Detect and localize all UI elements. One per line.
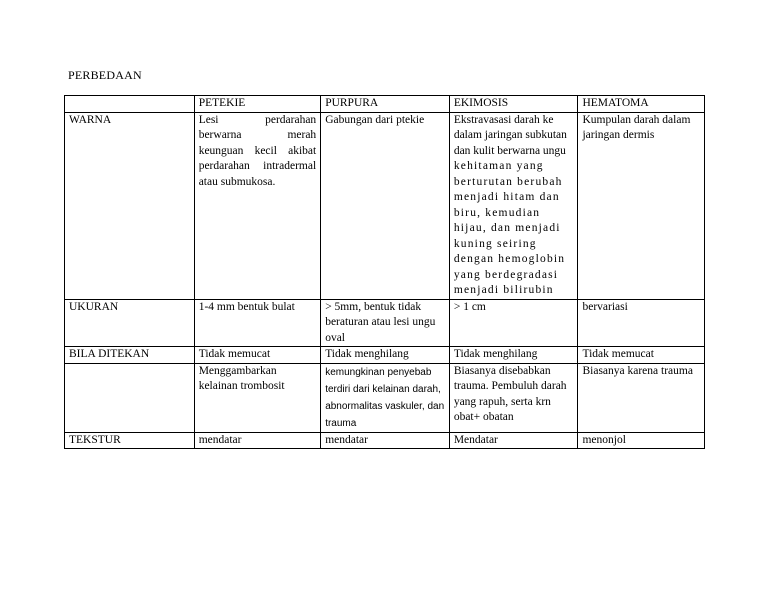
cell-ditekan-purpura: Tidak menghilang <box>321 347 450 364</box>
cell-ditekan-ekimosis: Tidak menghilang <box>449 347 578 364</box>
cell-warna-petekie: Lesi perdarahan berwarna merah keunguan kecil akibat perdarahan intradermal atau submukosa. <box>194 112 320 299</box>
cell-warna-ekimosis-part2: kehitaman yang berturutan berubah menjadi hitam dan biru, kemudian hijau, dan menjadi kuning seiring dengan hemoglobin yang berdegradasi menjadi bilirubin <box>453 160 566 296</box>
cell-warna-purpura: Gabungan dari ptekie <box>321 112 450 299</box>
table-row-ukuran <box>65 299 705 347</box>
row-label-empty <box>65 363 195 432</box>
comparison-table <box>64 95 705 449</box>
row-label-bila-ditekan: BILA DITEKAN <box>65 347 195 364</box>
document-title: PERBEDAAN <box>68 68 142 82</box>
cell-ditekan-hematoma: Tidak memucat <box>578 347 705 364</box>
cell-ukuran-purpura: > 5mm, bentuk tidak beraturan atau lesi ungu oval <box>321 299 450 347</box>
header-cell-hematoma: HEMATOMA <box>578 96 705 113</box>
cell-ditekan-petekie: Tidak memucat <box>194 347 320 364</box>
cell-tekstur-purpura: mendatar <box>321 432 450 449</box>
row-label-tekstur: TEKSTUR <box>65 432 195 449</box>
cell-ukuran-petekie: 1-4 mm bentuk bulat <box>194 299 320 347</box>
header-cell-petekie: PETEKIE <box>194 96 320 113</box>
table-row-bila-ditekan <box>65 347 705 364</box>
cell-ket-purpura: kemungkinan penyebab terdiri dari kelainan darah, abnormalitas vaskuler, dan trauma <box>321 363 450 432</box>
table-row-keterangan <box>65 363 705 432</box>
cell-tekstur-petekie: mendatar <box>194 432 320 449</box>
cell-ket-hematoma: Biasanya karena trauma <box>578 363 705 432</box>
header-cell-purpura: PURPURA <box>321 96 450 113</box>
cell-tekstur-hematoma: menonjol <box>578 432 705 449</box>
table-row-warna <box>65 112 705 299</box>
cell-warna-hematoma: Kumpulan darah dalam jaringan dermis <box>578 112 705 299</box>
cell-tekstur-ekimosis: Mendatar <box>449 432 578 449</box>
header-cell-empty <box>65 96 195 113</box>
row-label-warna: WARNA <box>65 112 195 299</box>
header-cell-ekimosis: EKIMOSIS <box>449 96 578 113</box>
cell-ket-petekie: Menggambarkan kelainan trombosit <box>194 363 320 432</box>
table-header-row <box>65 96 705 113</box>
cell-ukuran-ekimosis: > 1 cm <box>449 299 578 347</box>
cell-warna-ekimosis <box>449 112 578 299</box>
table-row-tekstur <box>65 432 705 449</box>
cell-warna-ekimosis-part1: Ekstravasasi darah ke dalam jaringan subkutan dan kulit berwarna ungu <box>453 113 567 157</box>
cell-ket-ekimosis: Biasanya disebabkan trauma. Pembuluh darah yang rapuh, serta krn obat+ obatan <box>449 363 578 432</box>
cell-ukuran-hematoma: bervariasi <box>578 299 705 347</box>
row-label-ukuran: UKURAN <box>65 299 195 347</box>
